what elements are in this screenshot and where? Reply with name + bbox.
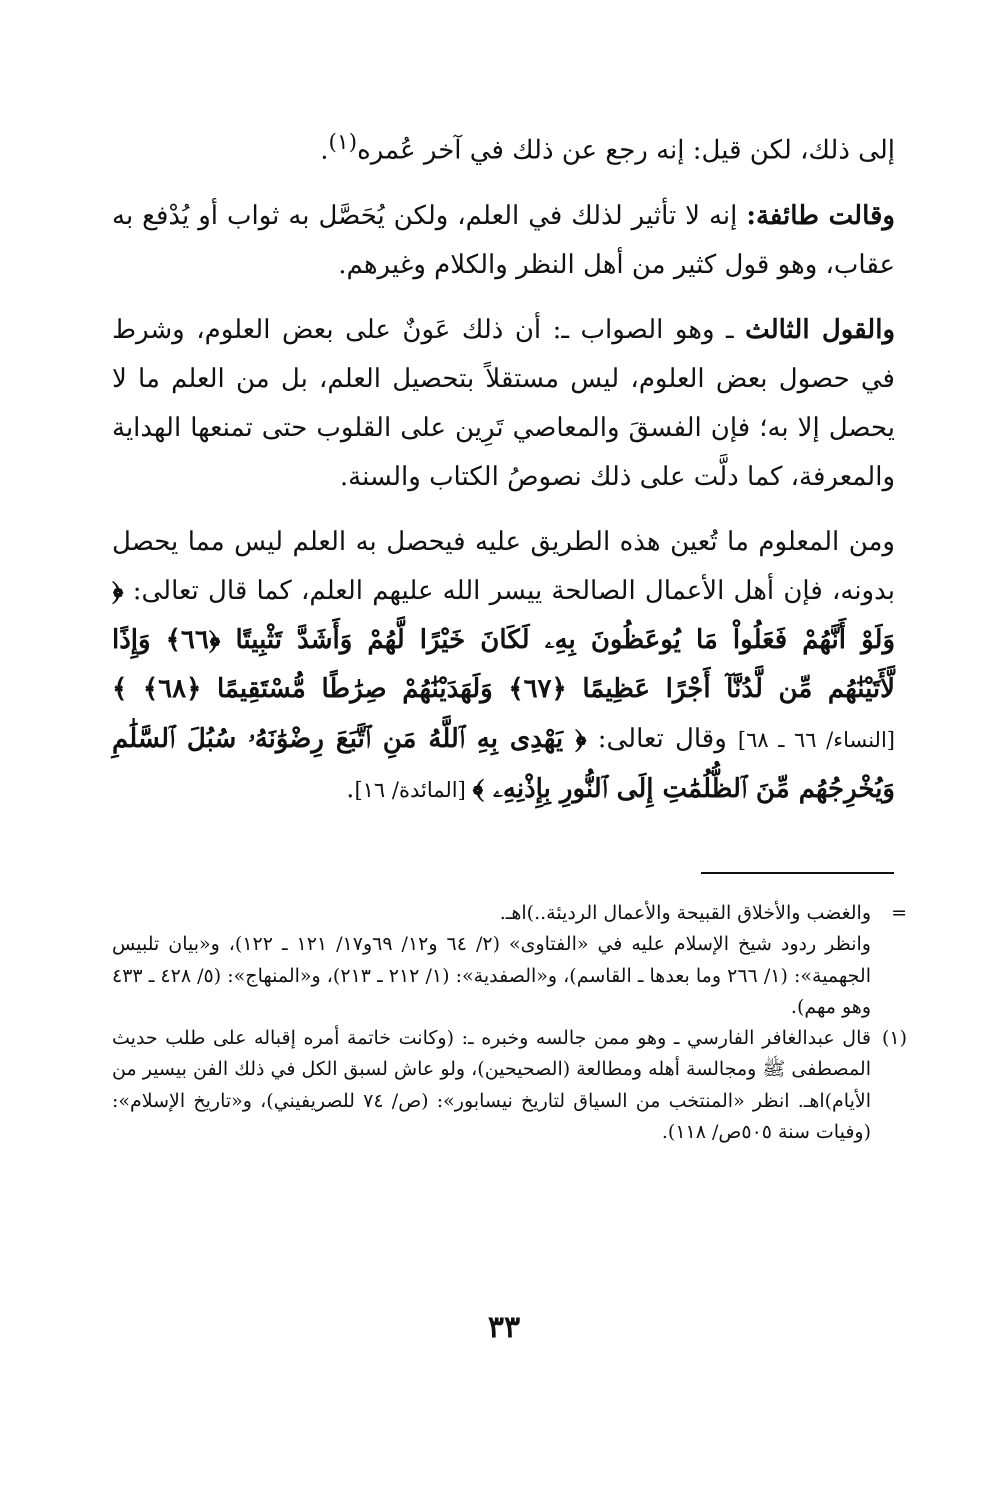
footnote-marker: (١) [881,1027,907,1050]
paragraph-tail: . [320,135,329,166]
footnote-line: قال عبدالغافر الفارسي ـ وهو ممن جالسه وخبره ـ: (وكانت خاتمة أمره إقباله على طلب حديث المصطفى ﷺ ومجالسة أهله ومطالعة (الصحيحين)، ولو عاش لسبق الكل في ذلك الفن بيسير من الأيام)اهـ. انظر «المنتخب من السياق لتاريخ نيسابور»: (ص/ ٧٤ للصريفيني)، و«تاريخ الإسلام»: (وفيات سنة ٥٠٥ص/ ١١٨). [112,1027,872,1144]
paragraph-1 [112,118,895,176]
paragraph-3 [112,306,895,502]
paragraph-text: إنه لا تأثير لذلك في العلم، ولكن يُحَصَّل به ثواب أو يُدْفع به عقاب، وهو قول كثير من أهل النظر والكلام وغيرهم. [112,200,895,280]
main-text [112,118,895,831]
footnote-1 [112,1023,907,1148]
paragraph-text: وقال تعالى: [586,723,738,754]
footnote-ref-1[interactable]: (١) [328,130,358,155]
footnote-line: وانظر ردود شيخ الإسلام عليه في «الفتاوى» (٢/ ٦٤ و١٢/ ٦٩و١٧/ ١٢١ ـ ١٢٢)، و«بيان تلبيس الجهمية»: (١/ ٢٦٦ وما بعدها ـ القاسم)، و«الصفدية»: (١/ ٢١٢ ـ ٢١٣)، و«المنهاج»: (٥/ ٤٢٨ ـ ٤٣٣ وهو مهم). [112,933,872,1018]
page-number: ٣٣ [487,1310,521,1345]
paragraph-4 [112,518,895,815]
quran-verse-2: ﴿ يَهْدِى بِهِ ٱللَّهُ مَنِ ٱتَّبَعَ رِضْوَٰنَهُۥ سُبُلَ ٱلسَّلَٰمِ وَيُخْرِجُهُم مِّنَ ٱلظُّلُمَٰتِ إِلَى ٱلنُّورِ بِإِذْنِهِۦ ﴾ [112,723,895,804]
paragraph-text: إلى ذلك، لكن قيل: إنه رجع عن ذلك في آخر عُمره [357,135,895,166]
paragraph-2 [112,192,895,290]
footnote-separator [701,872,894,874]
paragraph-lead: وقالت طائفة: [746,200,895,231]
paragraph-text: ـ وهو الصواب ـ: أن ذلك عَونٌ على بعض العلوم، وشرط في حصول بعض العلوم، ليس مستقلاً بتحصيل العلم، بل من العلم ما لا يحصل إلا به؛ فإن الفسقَ والمعاصي تَرِين على القلوب حتى تمنعها الهداية والمعرفة، كما دلَّت على ذلك نصوصُ الكتاب والسنة. [112,314,895,492]
paragraph-text: ومن المعلوم ما تُعين هذه الطريق عليه فيحصل به العلم ليس مما يحصل بدونه، فإن أهل الأعمال الصالحة ييسر الله عليهم العلم، كما قال تعالى: [112,526,895,606]
paragraph-tail: . [346,773,355,804]
verse-reference-2: [المائدة/ ١٦] [354,777,473,802]
quran-verse-1: ﴿ وَلَوْ أَنَّهُمْ فَعَلُواْ مَا يُوعَظُونَ بِهِۦ لَكَانَ خَيْرًا لَّهُمْ وَأَشَدَّ تَثْبِيتًا ﴿٦٦﴾ وَإِذًا لَّأَتَيْنَٰهُم مِّن لَّدُنَّآ أَجْرًا عَظِيمًا ﴿٦٧﴾ وَلَهَدَيْنَٰهُمْ صِرَٰطًا مُّسْتَقِيمًا ﴿٦٨﴾ ﴾ [112,575,895,704]
footnotes [112,898,907,1148]
footnote-continuation [112,898,907,1023]
verse-reference-1: [النساء/ ٦٦ ـ ٦٨] [737,727,895,752]
footnote-body [112,1023,871,1148]
footnote-body [112,898,871,1023]
footnote-line: والغضب والأخلاق القبيحة والأعمال الرديئة..)اهـ. [499,902,871,924]
footnote-marker: = [891,902,907,924]
paragraph-lead: والقول الثالث [745,314,896,345]
